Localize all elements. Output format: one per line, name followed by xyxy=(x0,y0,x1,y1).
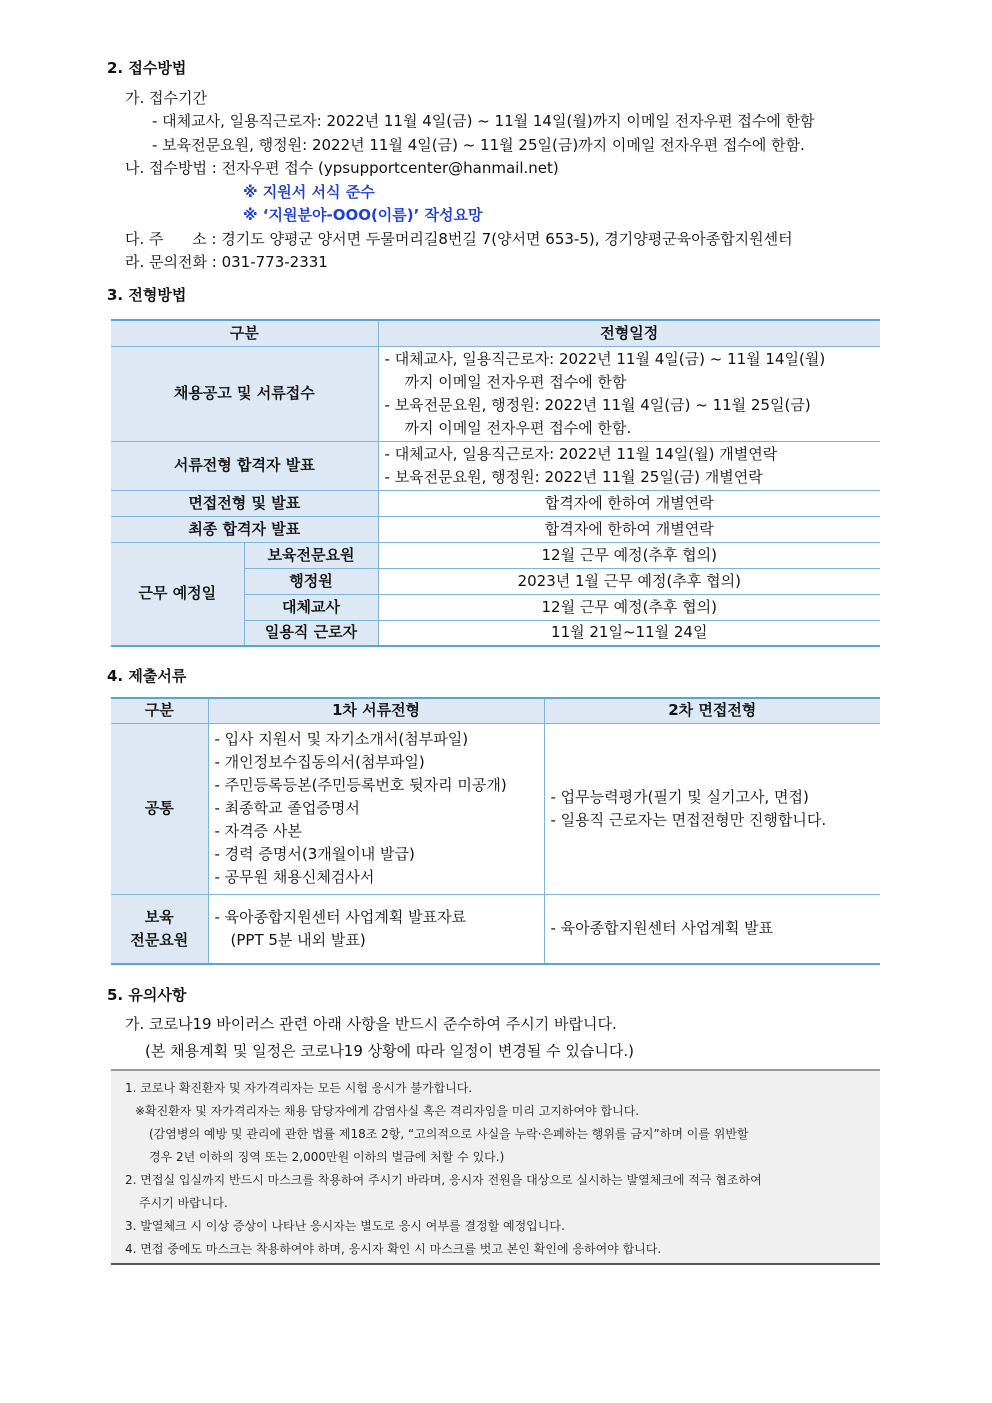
address-line: 다. 주 소 : 경기도 양평군 양서면 두물머리길8번길 7(양서면 653-5), 경기양평군육아종합지원센터 xyxy=(125,230,793,248)
doc-item: - 주민등록등본(주민등록번호 뒷자리 미공개) xyxy=(214,776,507,794)
doc-item: - 입사 지원서 및 자기소개서(첨부파일) xyxy=(214,730,469,748)
docs-row-specialist-label xyxy=(111,894,208,964)
work-date-daily-worker-value: 11월 21일~11월 24일 xyxy=(378,620,880,646)
docs-row-common-interview xyxy=(544,723,880,894)
work-date-childcare-specialist: 보육전문요원 xyxy=(244,542,378,568)
section-2-heading: 2. 접수방법 xyxy=(107,59,187,77)
doc-item: - 공무원 채용신체검사서 xyxy=(214,868,375,886)
recruitment-line-4: 까지 이메일 전자우편 접수에 한함. xyxy=(404,418,632,437)
notice-line: (감염병의 예방 및 관리에 관한 법률 제18조 2항, “고의적으로 사실을 누락·은폐하는 행위를 금지”하며 이를 위반할 xyxy=(149,1127,749,1141)
recruitment-line-2: 까지 이메일 전자우편 접수에 한함 xyxy=(404,372,627,391)
row-recruitment-value xyxy=(378,346,880,441)
notice-line: 1. 코로나 확진환자 및 자가격리자는 모든 시험 응시가 불가합니다. xyxy=(125,1081,473,1095)
work-date-daily-worker: 일용직 근로자 xyxy=(244,620,378,646)
document-result-line-1: - 대체교사, 일용직근로자: 2022년 11월 14일(월) 개별연락 xyxy=(384,444,778,463)
docs-col-first-stage: 1차 서류전형 xyxy=(208,698,544,723)
specialist-label-line-1: 보육 xyxy=(144,907,174,926)
covid-instruction: 가. 코로나19 바이러스 관련 아래 사항을 반드시 준수하여 주시기 바랍니다. xyxy=(125,1015,617,1033)
notice-line: 주시기 바랍니다. xyxy=(139,1196,228,1210)
phone-line: 라. 문의전화 : 031-773-2331 xyxy=(125,253,328,271)
specialist-doc-line-1: - 육아종합지원센터 사업계획 발표자료 xyxy=(214,907,467,926)
work-date-childcare-specialist-value: 12월 근무 예정(추후 협의) xyxy=(378,542,880,568)
required-documents-table xyxy=(111,697,880,965)
schedule-col-timeline: 전형일정 xyxy=(378,320,880,346)
reception-note-2: ※ ‘지원분야-OOO(이름)’ 작성요망 xyxy=(243,206,483,224)
doc-item: - 경력 증명서(3개월이내 발급) xyxy=(214,845,415,863)
reception-period-item-2: - 보육전문요원, 행정원: 2022년 11월 4일(금) ~ 11월 25일(금)까지 이메일 전자우편 접수에 한함. xyxy=(152,136,805,154)
schedule-col-category: 구분 xyxy=(111,320,378,346)
recruitment-line-1: - 대체교사, 일용직근로자: 2022년 11월 4일(금) ~ 11월 14일(월) xyxy=(384,349,826,368)
document-result-line-2: - 보육전문요원, 행정원: 2022년 11월 25일(금) 개별연락 xyxy=(384,467,763,486)
row-document-result-value xyxy=(378,441,880,490)
section-4-heading: 4. 제출서류 xyxy=(107,667,187,685)
notice-line: 3. 발열체크 시 이상 증상이 나타난 응시자는 별도로 응시 여부를 결정할 예정입니다. xyxy=(125,1219,565,1233)
docs-row-common-documents xyxy=(208,723,544,894)
reception-note-1: ※ 지원서 서식 준수 xyxy=(243,183,375,201)
row-document-result-label: 서류전형 합격자 발표 xyxy=(111,441,378,490)
row-interview-label: 면접전형 및 발표 xyxy=(111,490,378,516)
docs-row-common-label: 공통 xyxy=(111,723,208,894)
work-date-substitute-teacher: 대체교사 xyxy=(244,594,378,620)
covid-instruction-sub: (본 채용계획 및 일정은 코로나19 상황에 따라 일정이 변경될 수 있습니다.) xyxy=(145,1042,634,1060)
row-final-label: 최종 합격자 발표 xyxy=(111,516,378,542)
work-date-admin-value: 2023년 1월 근무 예정(추후 협의) xyxy=(378,568,880,594)
row-work-date-label: 근무 예정일 xyxy=(111,542,244,646)
section-3-heading: 3. 전형방법 xyxy=(107,286,187,304)
notice-line: 4. 면접 중에도 마스크는 착용하여야 하며, 응시자 확인 시 마스크를 벗고 본인 확인에 응하여야 합니다. xyxy=(125,1242,662,1256)
interview-item-2: - 일용직 근로자는 면접전형만 진행합니다. xyxy=(550,810,827,829)
row-interview-value: 합격자에 한하여 개별연락 xyxy=(378,490,880,516)
reception-period-label: 가. 접수기간 xyxy=(125,89,207,107)
notice-line: ※확진환자 및 자가격리자는 채용 담당자에게 감염사실 혹은 격리자임을 미리 고지하여야 합니다. xyxy=(135,1104,640,1118)
doc-item: - 개인정보수집동의서(첨부파일) xyxy=(214,753,425,771)
specialist-doc-line-2: (PPT 5분 내외 발표) xyxy=(230,930,366,949)
docs-row-specialist-interview: - 육아종합지원센터 사업계획 발표 xyxy=(544,894,880,964)
work-date-admin: 행정원 xyxy=(244,568,378,594)
section-5-heading: 5. 유의사항 xyxy=(107,986,187,1004)
notice-line: 2. 면접실 입실까지 반드시 마스크를 착용하여 주시기 바라며, 응시자 전원을 대상으로 실시하는 발열체크에 적극 협조하여 xyxy=(125,1173,762,1187)
specialist-label-line-2: 전문요원 xyxy=(130,930,189,949)
doc-item: - 최종학교 졸업증명서 xyxy=(214,799,360,817)
interview-item-1: - 업무능력평가(필기 및 실기고사, 면접) xyxy=(550,787,809,806)
row-final-value: 합격자에 한하여 개별연락 xyxy=(378,516,880,542)
work-date-substitute-teacher-value: 12월 근무 예정(추후 협의) xyxy=(378,594,880,620)
row-recruitment-label: 채용공고 및 서류접수 xyxy=(111,346,378,441)
covid-notice-box xyxy=(111,1069,880,1265)
reception-period-item-1: - 대체교사, 일용직근로자: 2022년 11월 4일(금) ~ 11월 14일(월)까지 이메일 전자우편 접수에 한함 xyxy=(152,112,815,130)
reception-method: 나. 접수방법 : 전자우편 접수 (ypsupportcenter@hanmail.net) xyxy=(125,159,559,177)
docs-row-specialist-documents xyxy=(208,894,544,964)
selection-schedule-table xyxy=(111,319,880,647)
doc-item: - 자격증 사본 xyxy=(214,822,302,840)
recruitment-line-3: - 보육전문요원, 행정원: 2022년 11월 4일(금) ~ 11월 25일(금) xyxy=(384,395,811,414)
docs-col-category: 구분 xyxy=(111,698,208,723)
docs-col-second-stage: 2차 면접전형 xyxy=(544,698,880,723)
notice-line: 경우 2년 이하의 징역 또는 2,000만원 이하의 벌금에 처할 수 있다.) xyxy=(149,1150,505,1164)
